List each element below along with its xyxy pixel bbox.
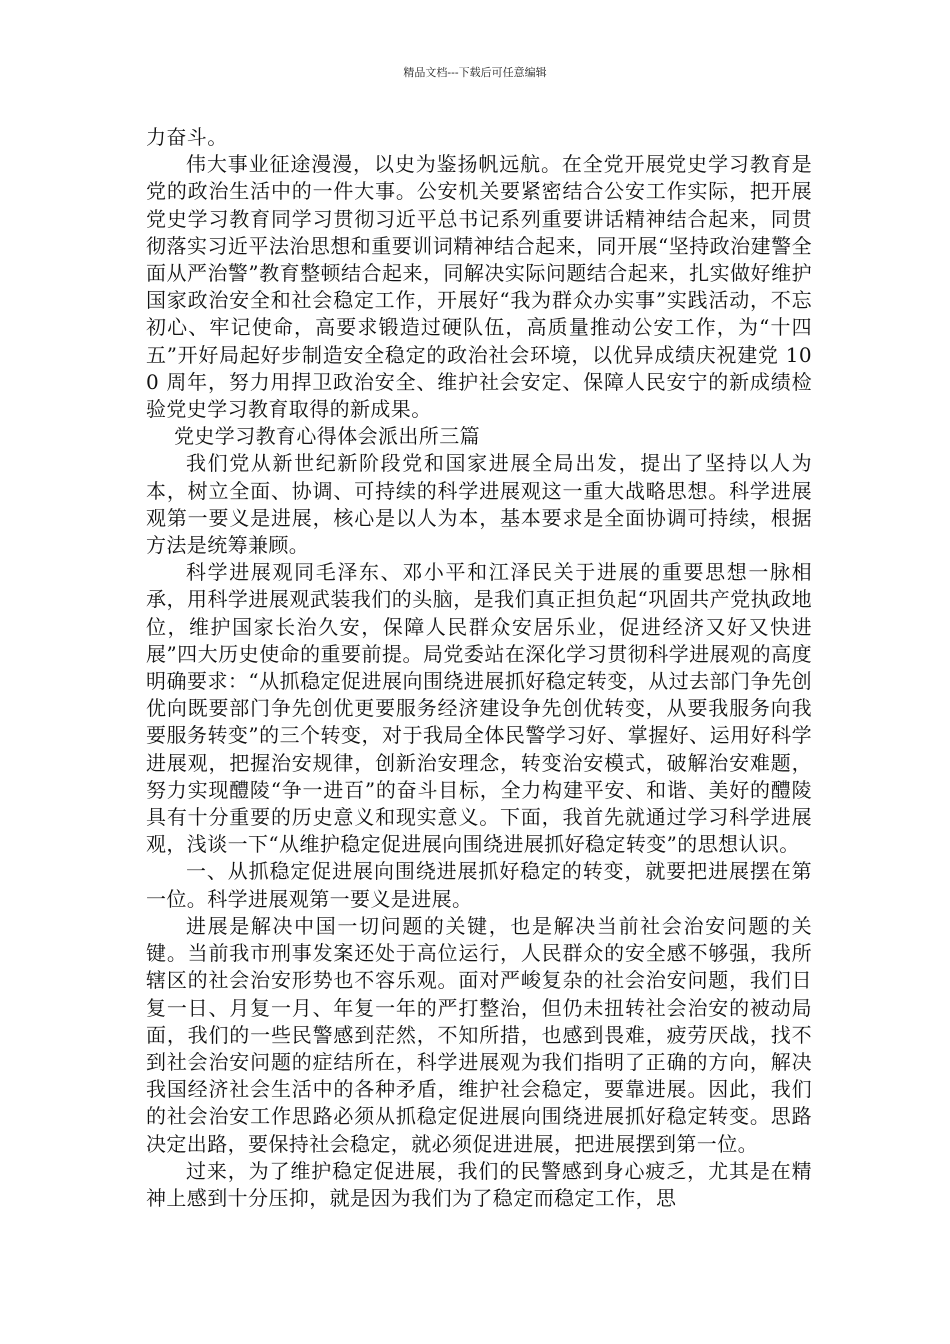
paragraph-continuation: 力奋斗。 — [146, 125, 228, 149]
paragraph-development-concept: 我们党从新世纪新阶段党和国家进展全局出发，提出了坚持以人为本，树立全面、协调、可持续的科学进展观这一重大战略思想。科学进展观第一要义是进展，核心是以人为本，基本要求是全面协调可持续，根据方法是统筹兼顾。 — [146, 451, 812, 558]
paragraph-scientific-development: 科学进展观同毛泽东、邓小平和江泽民关于进展的重要思想一脉相承，用科学进展观武装我们的头脑，是我们真正担负起“巩固共产党执政地位，维护国家长治久安，保障人民群众安居乐业，促进经济又好又快进展”四大历史使命的重要前提。局党委站在深化学习贯彻科学进展观的高度明确要求：“从抓稳定促进展向围绕进展抓好稳定转变，从过去部门争先创优向既要部门争先创优更要服务经济建设争先创优转变，从要我服务向我要服务转变”的三个转变，对于我局全体民警学习好、掌握好、运用好科学进展观，把握治安规律，创新治安理念，转变治安模式，破解治安难题，努力实现醴陵“争一进百”的奋斗目标，全力构建平安、和谐、美好的醴陵具有十分重要的历史意义和现实意义。下面，我首先就通过学习科学进展观，浅谈一下“从维护稳定促进展向围绕进展抓好稳定转变”的思想认识。 — [146, 560, 812, 857]
document-body — [146, 124, 812, 1212]
paragraph-party-history: 伟大事业征途漫漫，以史为鉴扬帆远航。在全党开展党史学习教育是党的政治生活中的一件大事。公安机关要紧密结合公安工作实际，把开展党史学习教育同学习贯彻习近平总书记系列重要讲话精神结合起来，同贯彻落实习近平法治思想和重要训词精神结合起来，同开展“坚持政治建警全面从严治警”教育整顿结合起来，同解决实际问题结合起来，扎实做好维护国家政治安全和社会稳定工作，开展好“我为群众办实事”实践活动，不忘初心、牢记使命，高要求锻造过硬队伍，高质量推动公安工作，为“十四五”开好局起好步制造安全稳定的政治社会环境，以优异成绩庆祝建党 100 周年，努力用捍卫政治安全、维护社会安定、保障人民安宁的新成绩检验党史学习教育取得的新成果。 — [146, 152, 812, 422]
paragraph-past-situation: 过来，为了维护稳定促进展，我们的民警感到身心疲乏，尤其是在精神上感到十分压抑，就是因为我们为了稳定而稳定工作，思 — [146, 1158, 812, 1210]
page-header: 精品文档---下载后可任意编辑 — [403, 66, 547, 79]
paragraph-key-to-problems: 进展是解决中国一切问题的关键，也是解决当前社会治安问题的关键。当前我市刑事发案还处于高位运行，人民群众的安全感不够强，我所辖区的社会治安形势也不容乐观。面对严峻复杂的社会治安问题，我们日复一日、月复一月、年复一年的严打整治，但仍未扭转社会治安的被动局面，我们的一些民警感到茫然，不知所措，也感到畏难，疲劳厌战，找不到社会治安问题的症结所在，科学进展观为我们指明了正确的方向，解决我国经济社会生活中的各种矛盾，维护社会稳定，要靠进展。因此，我们的社会治安工作思路必须从抓稳定促进展向围绕进展抓好稳定转变。思路决定出路，要保持社会稳定，就必须促进进展，把进展摆到第一位。 — [146, 913, 812, 1156]
paragraph-point-one: 一、从抓稳定促进展向围绕进展抓好稳定的转变，就要把进展摆在第一位。科学进展观第一要义是进展。 — [146, 859, 812, 911]
section-title: 党史学习教育心得体会派出所三篇 — [174, 424, 480, 449]
